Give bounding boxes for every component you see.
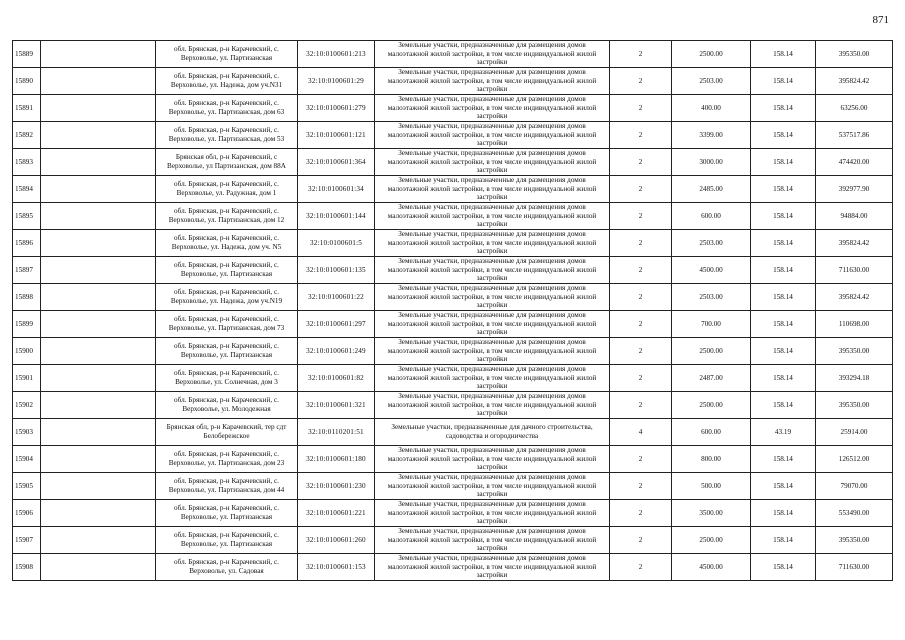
address-cell: обл. Брянская, р-н Карачевский, с. Верховолье, ул. Радужная, дом 1	[156, 176, 298, 203]
cadastral-value-cell: 395350.00	[816, 527, 893, 554]
empty-cell	[41, 284, 156, 311]
use-group-cell: 2	[610, 122, 672, 149]
cadastral-value-cell: 395824.42	[816, 230, 893, 257]
cadastral-number-cell: 32:10:0100601:221	[298, 500, 375, 527]
use-group-cell: 2	[610, 176, 672, 203]
cadastral-number-cell: 32:10:0100601:297	[298, 311, 375, 338]
permitted-use-cell: Земельные участки, предназначенные для размещения домов малоэтажной жилой застройки, в том числе индивидуальной жилой застройки	[375, 122, 610, 149]
empty-cell	[41, 122, 156, 149]
row-number-cell: 15890	[13, 68, 41, 95]
table-row	[13, 419, 893, 446]
empty-cell	[41, 149, 156, 176]
table-row	[13, 122, 893, 149]
page-number: 871	[872, 14, 889, 26]
row-number-cell: 15900	[13, 338, 41, 365]
use-group-cell: 2	[610, 365, 672, 392]
cadastral-value-cell: 25914.00	[816, 419, 893, 446]
cadastral-number-cell: 32:10:0100601:230	[298, 473, 375, 500]
area-cell: 800.00	[672, 446, 751, 473]
table-body	[13, 41, 893, 581]
area-cell: 2500.00	[672, 41, 751, 68]
use-group-cell: 2	[610, 446, 672, 473]
cadastral-value-cell: 395350.00	[816, 392, 893, 419]
cadastral-value-cell: 392977.90	[816, 176, 893, 203]
area-cell: 3000.00	[672, 149, 751, 176]
empty-cell	[41, 554, 156, 581]
cadastral-number-cell: 32:10:0100601:82	[298, 365, 375, 392]
table-row	[13, 392, 893, 419]
area-cell: 700.00	[672, 311, 751, 338]
address-cell: обл. Брянская, р-н Карачевский, с. Верховолье, ул. Солнечная, дом 3	[156, 365, 298, 392]
area-cell: 2500.00	[672, 392, 751, 419]
address-cell: Брянская обл, р-н Карачевский, тер сдт Белобережское	[156, 419, 298, 446]
area-cell: 600.00	[672, 419, 751, 446]
area-cell: 4500.00	[672, 257, 751, 284]
address-cell: Брянская обл, р-н Карачевский, с Верховолье, ул Партизанская, дом 88А	[156, 149, 298, 176]
area-cell: 2485.00	[672, 176, 751, 203]
area-cell: 2503.00	[672, 230, 751, 257]
specific-value-cell: 158.14	[751, 554, 816, 581]
use-group-cell: 2	[610, 257, 672, 284]
specific-value-cell: 158.14	[751, 392, 816, 419]
permitted-use-cell: Земельные участки, предназначенные для размещения домов малоэтажной жилой застройки, в том числе индивидуальной жилой застройки	[375, 473, 610, 500]
table-row	[13, 149, 893, 176]
specific-value-cell: 158.14	[751, 284, 816, 311]
use-group-cell: 2	[610, 554, 672, 581]
permitted-use-cell: Земельные участки, предназначенные для размещения домов малоэтажной жилой застройки, в том числе индивидуальной жилой застройки	[375, 365, 610, 392]
specific-value-cell: 158.14	[751, 473, 816, 500]
empty-cell	[41, 527, 156, 554]
empty-cell	[41, 500, 156, 527]
cadastral-value-cell: 395824.42	[816, 68, 893, 95]
table-row	[13, 500, 893, 527]
use-group-cell: 2	[610, 338, 672, 365]
use-group-cell: 2	[610, 392, 672, 419]
table-row	[13, 473, 893, 500]
address-cell: обл. Брянская, р-н Карачевский, с. Верховолье, ул. Надежа, дом уч.N19	[156, 284, 298, 311]
row-number-cell: 15908	[13, 554, 41, 581]
cadastral-value-cell: 126512.00	[816, 446, 893, 473]
use-group-cell: 2	[610, 149, 672, 176]
permitted-use-cell: Земельные участки, предназначенные для размещения домов малоэтажной жилой застройки, в том числе индивидуальной жилой застройки	[375, 95, 610, 122]
empty-cell	[41, 176, 156, 203]
permitted-use-cell: Земельные участки, предназначенные для размещения домов малоэтажной жилой застройки, в том числе индивидуальной жилой застройки	[375, 554, 610, 581]
address-cell: обл. Брянская, р-н Карачевский, с. Верховолье, ул. Партизанская, дом 63	[156, 95, 298, 122]
row-number-cell: 15892	[13, 122, 41, 149]
permitted-use-cell: Земельные участки, предназначенные для размещения домов малоэтажной жилой застройки, в том числе индивидуальной жилой застройки	[375, 527, 610, 554]
address-cell: обл. Брянская, р-н Карачевский, с. Верховолье, ул. Партизанская	[156, 41, 298, 68]
use-group-cell: 2	[610, 311, 672, 338]
cadastral-number-cell: 32:10:0100601:153	[298, 554, 375, 581]
use-group-cell: 2	[610, 284, 672, 311]
use-group-cell: 2	[610, 95, 672, 122]
cadastral-value-cell: 110698.00	[816, 311, 893, 338]
table-row	[13, 365, 893, 392]
specific-value-cell: 158.14	[751, 257, 816, 284]
permitted-use-cell: Земельные участки, предназначенные для размещения домов малоэтажной жилой застройки, в том числе индивидуальной жилой застройки	[375, 311, 610, 338]
address-cell: обл. Брянская, р-н Карачевский, с. Верховолье, ул. Партизанская	[156, 257, 298, 284]
row-number-cell: 15889	[13, 41, 41, 68]
table-row	[13, 554, 893, 581]
use-group-cell: 4	[610, 419, 672, 446]
specific-value-cell: 158.14	[751, 176, 816, 203]
cadastral-value-table	[12, 40, 893, 581]
cadastral-number-cell: 32:10:0100601:260	[298, 527, 375, 554]
area-cell: 2503.00	[672, 284, 751, 311]
empty-cell	[41, 257, 156, 284]
table-row	[13, 203, 893, 230]
empty-cell	[41, 203, 156, 230]
use-group-cell: 2	[610, 500, 672, 527]
empty-cell	[41, 68, 156, 95]
table-row	[13, 41, 893, 68]
specific-value-cell: 158.14	[751, 149, 816, 176]
address-cell: обл. Брянская, р-н Карачевский, с. Верховолье, ул. Партизанская, дом 73	[156, 311, 298, 338]
use-group-cell: 2	[610, 230, 672, 257]
cadastral-number-cell: 32:10:0100601:364	[298, 149, 375, 176]
specific-value-cell: 158.14	[751, 41, 816, 68]
cadastral-value-cell: 553490.00	[816, 500, 893, 527]
permitted-use-cell: Земельные участки, предназначенные для размещения домов малоэтажной жилой застройки, в том числе индивидуальной жилой застройки	[375, 230, 610, 257]
address-cell: обл. Брянская, р-н Карачевский, с. Верховолье, ул. Надежа, дом уч.N31	[156, 68, 298, 95]
row-number-cell: 15893	[13, 149, 41, 176]
row-number-cell: 15903	[13, 419, 41, 446]
address-cell: обл. Брянская, р-н Карачевский, с. Верховолье, ул. Молодежная	[156, 392, 298, 419]
table-row	[13, 68, 893, 95]
table-row	[13, 284, 893, 311]
row-number-cell: 15895	[13, 203, 41, 230]
row-number-cell: 15897	[13, 257, 41, 284]
permitted-use-cell: Земельные участки, предназначенные для размещения домов малоэтажной жилой застройки, в том числе индивидуальной жилой застройки	[375, 284, 610, 311]
area-cell: 2487.00	[672, 365, 751, 392]
area-cell: 400.00	[672, 95, 751, 122]
row-number-cell: 15891	[13, 95, 41, 122]
table-row	[13, 230, 893, 257]
row-number-cell: 15899	[13, 311, 41, 338]
address-cell: обл. Брянская, р-н Карачевский, с. Верховолье, ул. Партизанская	[156, 338, 298, 365]
specific-value-cell: 158.14	[751, 311, 816, 338]
permitted-use-cell: Земельные участки, предназначенные для размещения домов малоэтажной жилой застройки, в том числе индивидуальной жилой застройки	[375, 176, 610, 203]
cadastral-number-cell: 32:10:0100601:135	[298, 257, 375, 284]
area-cell: 2500.00	[672, 527, 751, 554]
address-cell: обл. Брянская, р-н Карачевский, с. Верховолье, ул. Партизанская	[156, 500, 298, 527]
permitted-use-cell: Земельные участки, предназначенные для размещения домов малоэтажной жилой застройки, в том числе индивидуальной жилой застройки	[375, 203, 610, 230]
cadastral-number-cell: 32:10:0100601:121	[298, 122, 375, 149]
specific-value-cell: 43.19	[751, 419, 816, 446]
address-cell: обл. Брянская, р-н Карачевский, с. Верховолье, ул. Партизанская, дом 53	[156, 122, 298, 149]
permitted-use-cell: Земельные участки, предназначенные для размещения домов малоэтажной жилой застройки, в том числе индивидуальной жилой застройки	[375, 68, 610, 95]
row-number-cell: 15905	[13, 473, 41, 500]
permitted-use-cell: Земельные участки, предназначенные для размещения домов малоэтажной жилой застройки, в том числе индивидуальной жилой застройки	[375, 500, 610, 527]
cadastral-value-cell: 395824.42	[816, 284, 893, 311]
specific-value-cell: 158.14	[751, 338, 816, 365]
cadastral-value-cell: 711630.00	[816, 554, 893, 581]
empty-cell	[41, 41, 156, 68]
address-cell: обл. Брянская, р-н Карачевский, с. Верховолье, ул. Садовая	[156, 554, 298, 581]
use-group-cell: 2	[610, 68, 672, 95]
empty-cell	[41, 392, 156, 419]
table-row	[13, 176, 893, 203]
row-number-cell: 15904	[13, 446, 41, 473]
table-row	[13, 446, 893, 473]
specific-value-cell: 158.14	[751, 122, 816, 149]
row-number-cell: 15896	[13, 230, 41, 257]
permitted-use-cell: Земельные участки, предназначенные для размещения домов малоэтажной жилой застройки, в том числе индивидуальной жилой застройки	[375, 392, 610, 419]
address-cell: обл. Брянская, р-н Карачевский, с. Верховолье, ул. Партизанская, дом 44	[156, 473, 298, 500]
row-number-cell: 15901	[13, 365, 41, 392]
specific-value-cell: 158.14	[751, 365, 816, 392]
empty-cell	[41, 446, 156, 473]
cadastral-number-cell: 32:10:0100601:213	[298, 41, 375, 68]
empty-cell	[41, 338, 156, 365]
area-cell: 600.00	[672, 203, 751, 230]
permitted-use-cell: Земельные участки, предназначенные для размещения домов малоэтажной жилой застройки, в том числе индивидуальной жилой застройки	[375, 41, 610, 68]
row-number-cell: 15898	[13, 284, 41, 311]
row-number-cell: 15902	[13, 392, 41, 419]
row-number-cell: 15907	[13, 527, 41, 554]
cadastral-number-cell: 32:10:0110201:51	[298, 419, 375, 446]
use-group-cell: 2	[610, 527, 672, 554]
address-cell: обл. Брянская, р-н Карачевский, с. Верховолье, ул. Партизанская	[156, 527, 298, 554]
row-number-cell: 15894	[13, 176, 41, 203]
empty-cell	[41, 365, 156, 392]
cadastral-number-cell: 32:10:0100601:180	[298, 446, 375, 473]
cadastral-number-cell: 32:10:0100601:29	[298, 68, 375, 95]
cadastral-value-cell: 94884.00	[816, 203, 893, 230]
specific-value-cell: 158.14	[751, 203, 816, 230]
permitted-use-cell: Земельные участки, предназначенные для размещения домов малоэтажной жилой застройки, в том числе индивидуальной жилой застройки	[375, 149, 610, 176]
cadastral-value-cell: 395350.00	[816, 338, 893, 365]
cadastral-number-cell: 32:10:0100601:5	[298, 230, 375, 257]
row-number-cell: 15906	[13, 500, 41, 527]
table-row	[13, 95, 893, 122]
permitted-use-cell: Земельные участки, предназначенные для размещения домов малоэтажной жилой застройки, в том числе индивидуальной жилой застройки	[375, 446, 610, 473]
address-cell: обл. Брянская, р-н Карачевский, с. Верховолье, ул. Партизанская, дом 12	[156, 203, 298, 230]
cadastral-number-cell: 32:10:0100601:249	[298, 338, 375, 365]
cadastral-value-cell: 393294.18	[816, 365, 893, 392]
area-cell: 2500.00	[672, 338, 751, 365]
area-cell: 500.00	[672, 473, 751, 500]
cadastral-number-cell: 32:10:0100601:34	[298, 176, 375, 203]
empty-cell	[41, 419, 156, 446]
empty-cell	[41, 311, 156, 338]
empty-cell	[41, 95, 156, 122]
table-row	[13, 527, 893, 554]
specific-value-cell: 158.14	[751, 500, 816, 527]
cadastral-number-cell: 32:10:0100601:22	[298, 284, 375, 311]
cadastral-value-cell: 395350.00	[816, 41, 893, 68]
address-cell: обл. Брянская, р-н Карачевский, с. Верховолье, ул. Партизанская, дом 23	[156, 446, 298, 473]
cadastral-value-cell: 79070.00	[816, 473, 893, 500]
table-row	[13, 338, 893, 365]
area-cell: 3500.00	[672, 500, 751, 527]
cadastral-value-cell: 63256.00	[816, 95, 893, 122]
use-group-cell: 2	[610, 41, 672, 68]
cadastral-number-cell: 32:10:0100601:321	[298, 392, 375, 419]
cadastral-value-cell: 711630.00	[816, 257, 893, 284]
area-cell: 4500.00	[672, 554, 751, 581]
specific-value-cell: 158.14	[751, 95, 816, 122]
permitted-use-cell: Земельные участки, предназначенные для размещения домов малоэтажной жилой застройки, в том числе индивидуальной жилой застройки	[375, 338, 610, 365]
area-cell: 2503.00	[672, 68, 751, 95]
specific-value-cell: 158.14	[751, 68, 816, 95]
empty-cell	[41, 473, 156, 500]
address-cell: обл. Брянская, р-н Карачевский, с. Верховолье, ул. Надежа, дом уч. N5	[156, 230, 298, 257]
empty-cell	[41, 230, 156, 257]
cadastral-number-cell: 32:10:0100601:144	[298, 203, 375, 230]
specific-value-cell: 158.14	[751, 446, 816, 473]
table-row	[13, 311, 893, 338]
specific-value-cell: 158.14	[751, 230, 816, 257]
area-cell: 3399.00	[672, 122, 751, 149]
cadastral-value-cell: 537517.86	[816, 122, 893, 149]
permitted-use-cell: Земельные участки, предназначенные для размещения домов малоэтажной жилой застройки, в том числе индивидуальной жилой застройки	[375, 257, 610, 284]
cadastral-number-cell: 32:10:0100601:279	[298, 95, 375, 122]
use-group-cell: 2	[610, 473, 672, 500]
use-group-cell: 2	[610, 203, 672, 230]
table-row	[13, 257, 893, 284]
cadastral-value-cell: 474420.00	[816, 149, 893, 176]
specific-value-cell: 158.14	[751, 527, 816, 554]
permitted-use-cell: Земельные участки, предназначенные для дачного строительства, садоводства и огородничества	[375, 419, 610, 446]
